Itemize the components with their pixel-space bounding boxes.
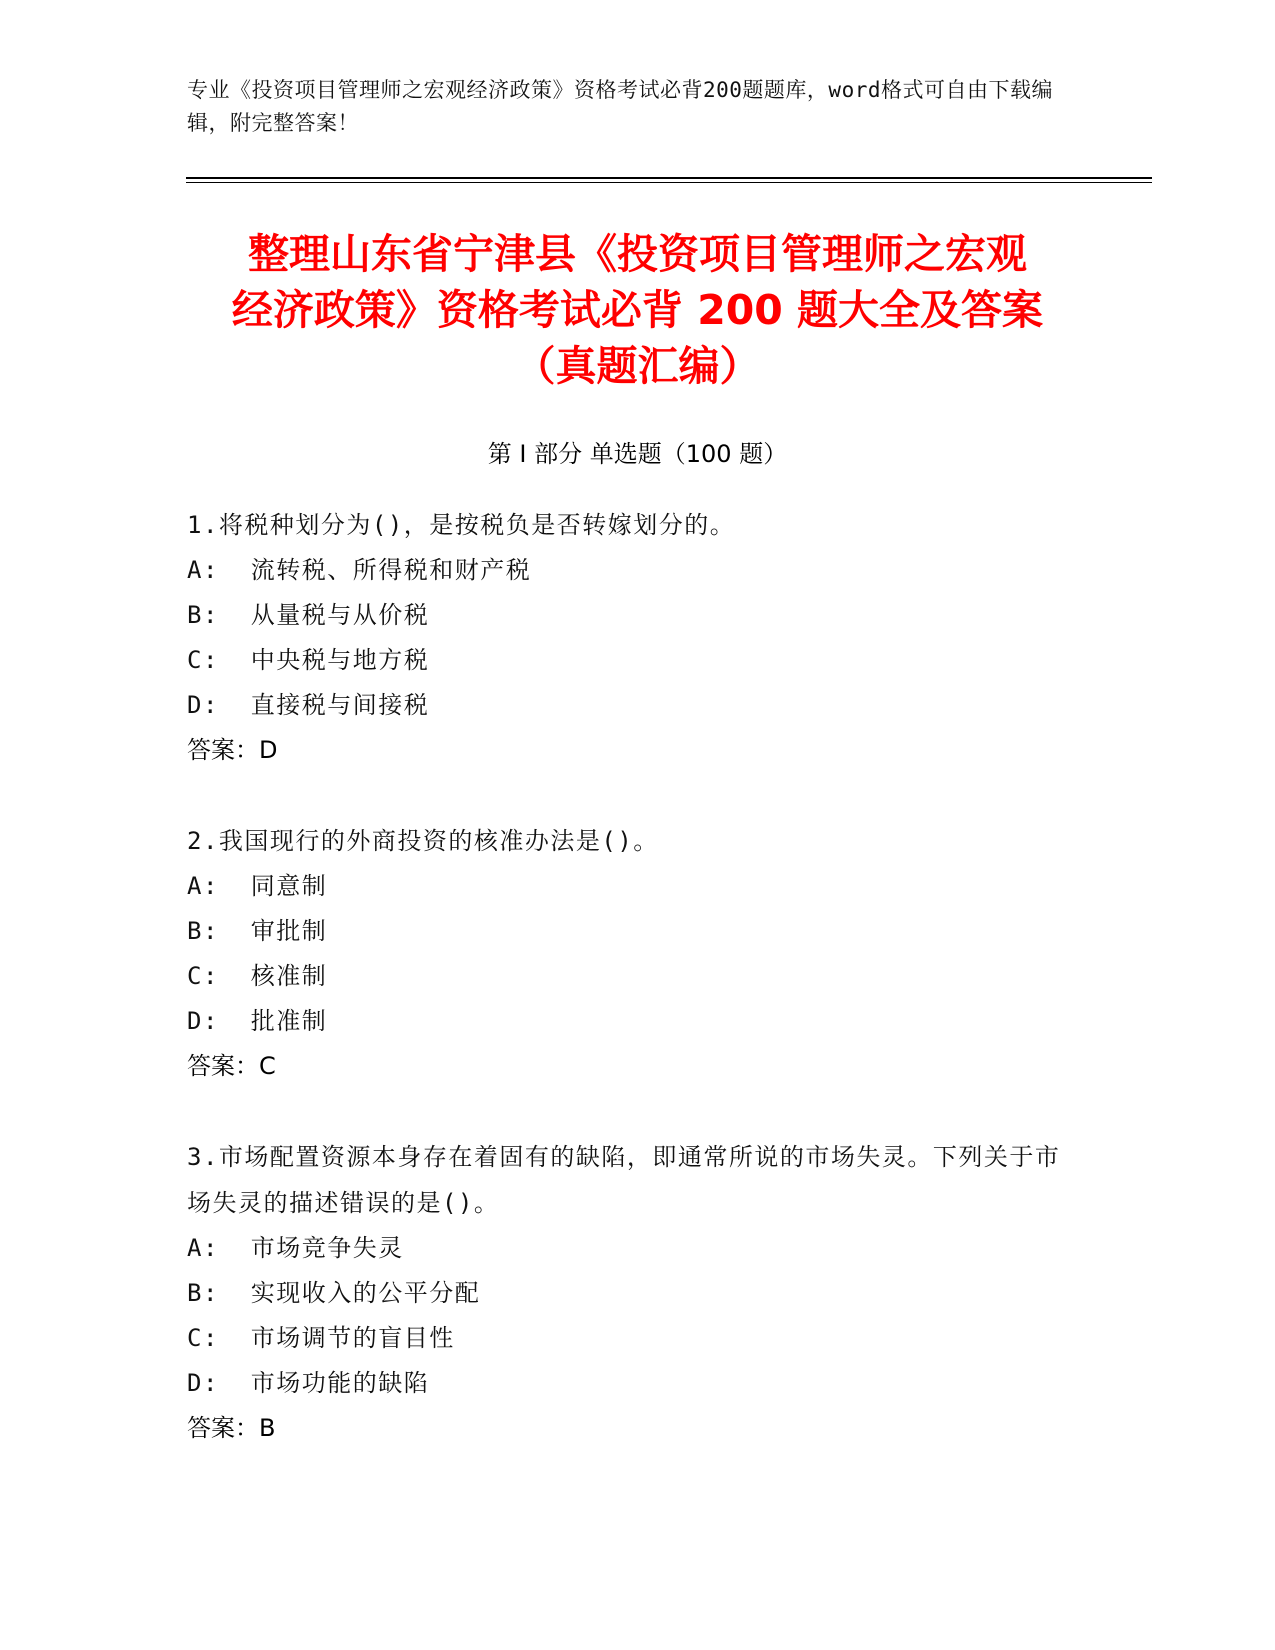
answer: 答案：B xyxy=(187,1414,276,1442)
option-b: B: 实现收入的公平分配 xyxy=(187,1279,481,1307)
answer: 答案：C xyxy=(187,1052,276,1080)
title-line: 经济政策》资格考试必背 200 题大全及答案 xyxy=(231,286,1044,334)
intro-text: 专业《投资项目管理师之宏观经济政策》资格考试必背200题题库，word格式可自由下载编辑，附完整答案！ xyxy=(187,78,1053,135)
option-d: D: 批准制 xyxy=(187,1007,328,1035)
title-line: 整理山东省宁津县《投资项目管理师之宏观 xyxy=(248,230,1027,278)
option-a: A: 流转税、所得税和财产税 xyxy=(187,556,532,584)
document-title xyxy=(150,226,1125,394)
question-1 xyxy=(187,502,1067,773)
answer: 答案：D xyxy=(187,736,278,764)
question-stem: 2.我国现行的外商投资的核准办法是()。 xyxy=(187,827,659,855)
question-2 xyxy=(187,818,1067,1089)
question-3 xyxy=(187,1134,1067,1451)
header-rule-thick xyxy=(186,177,1152,179)
question-stem: 1.将税种划分为()，是按税负是否转嫁划分的。 xyxy=(187,511,736,539)
option-c: C: 中央税与地方税 xyxy=(187,646,430,674)
question-stem: 3.市场配置资源本身存在着固有的缺陷，即通常所说的市场失灵。下列关于市场失灵的描述错误的是()。 xyxy=(187,1143,1061,1217)
option-a: A: 同意制 xyxy=(187,872,328,900)
option-c: C: 核准制 xyxy=(187,962,328,990)
header-rule-thin xyxy=(186,182,1152,183)
title-line: （真题汇编） xyxy=(514,342,761,390)
option-c: C: 市场调节的盲目性 xyxy=(187,1324,455,1352)
option-b: B: 审批制 xyxy=(187,917,328,945)
option-d: D: 直接税与间接税 xyxy=(187,691,430,719)
option-b: B: 从量税与从价税 xyxy=(187,601,430,629)
section-heading: 第 I 部分 单选题（100 题） xyxy=(487,440,788,468)
option-d: D: 市场功能的缺陷 xyxy=(187,1369,430,1397)
option-a: A: 市场竞争失灵 xyxy=(187,1234,404,1262)
